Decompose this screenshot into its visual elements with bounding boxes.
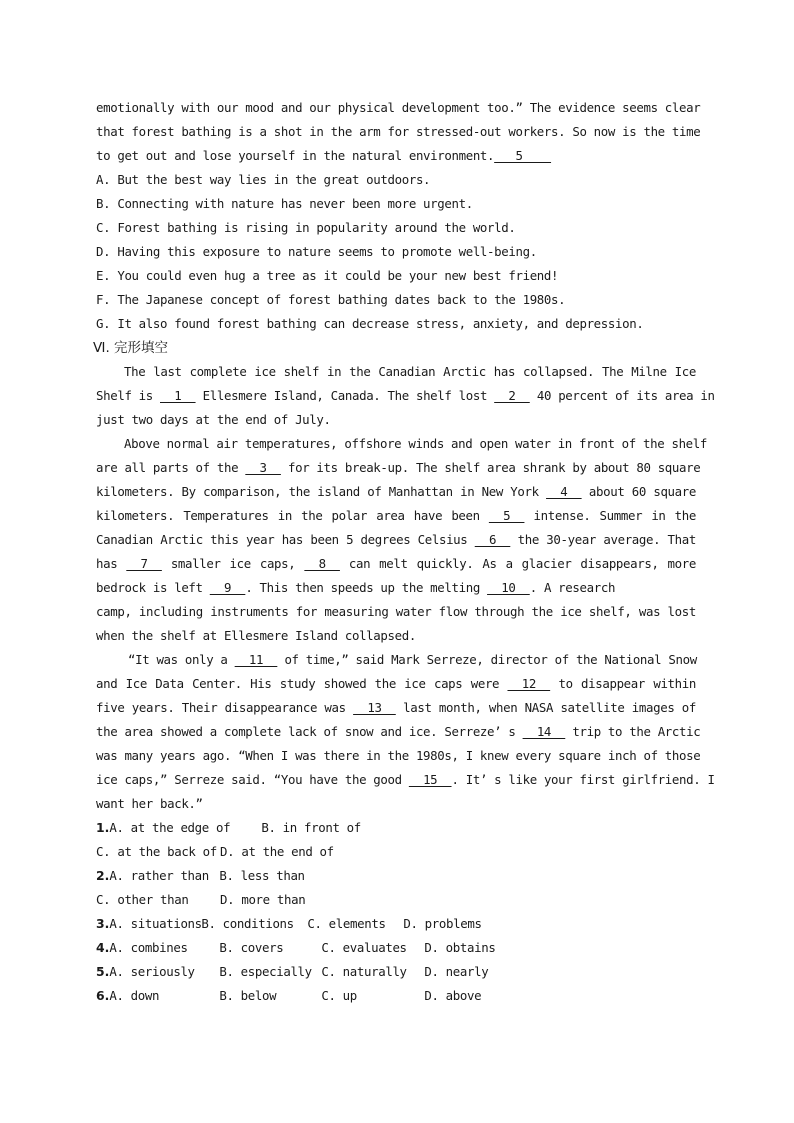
cloze-line: ice caps,” Serreze said. “You have the good 15 . It’ s like your first girlfriend. I xyxy=(96,768,696,792)
choice: D. obtains xyxy=(424,940,496,955)
cloze-line: Canadian Arctic this year has been 5 degrees Celsius 6 the 30-year average. That xyxy=(96,528,696,552)
cloze-line: Above normal air temperatures, offshore winds and open water in front of the shelf xyxy=(124,436,708,451)
choice: A. rather than xyxy=(109,868,209,883)
cloze-line: are all parts of the 3 for its break-up. The shelf area shrank by about 80 square xyxy=(96,456,696,480)
question-6: 6.A. down B. below C. up D. above xyxy=(96,984,696,1008)
question-3: 3.A. situationsB. conditions C. elements D. problems xyxy=(96,912,696,936)
answer-blank: 2 xyxy=(494,388,530,403)
cloze-line: want her back.” xyxy=(96,796,203,811)
choice: D. at the end of xyxy=(220,844,334,859)
question-5: 5.A. seriously B. especially C. naturally D. nearly xyxy=(96,960,696,984)
cloze-line: has 7 smaller ice caps, 8 can melt quickly. As a glacier disappears, more xyxy=(96,552,696,576)
choice: A. situations xyxy=(109,916,202,931)
cloze-line: kilometers. Temperatures in the polar area have been 5 intense. Summer in the xyxy=(96,504,696,528)
choice: B. in front of xyxy=(261,820,361,835)
cloze-line: was many years ago. “When I was there in the 1980s, I knew every square inch of those xyxy=(96,748,701,763)
choice: C. elements xyxy=(307,916,386,931)
choice: B. especially xyxy=(219,964,312,979)
option-g: G. It also found forest bathing can decrease stress, anxiety, and depression. xyxy=(96,316,644,331)
cloze-line: the area showed a complete lack of snow and ice. Serreze’ s 14 trip to the Arctic xyxy=(96,720,696,744)
option-a: A. But the best way lies in the great outdoors. xyxy=(96,172,431,187)
choice: C. at the back of xyxy=(96,844,217,859)
section-title: Ⅵ. 完形填空 xyxy=(93,340,169,356)
choice: D. above xyxy=(424,988,482,1003)
choice: D. more than xyxy=(220,892,306,907)
reading-line: that forest bathing is a shot in the arm for stressed-out workers. So now is the time xyxy=(96,124,701,139)
question-1-row2 xyxy=(96,840,696,864)
option-c: C. Forest bathing is rising in popularity around the world. xyxy=(96,220,516,235)
cloze-line: just two days at the end of July. xyxy=(96,412,331,427)
answer-blank: 12 xyxy=(507,676,551,691)
answer-blank: 10 xyxy=(487,580,530,595)
choice: C. up xyxy=(321,988,357,1003)
choice: B. less than xyxy=(219,868,305,883)
answer-blank: 4 xyxy=(546,484,582,499)
answer-blank: 11 xyxy=(234,652,278,667)
answer-blank: 14 xyxy=(522,724,566,739)
answer-blank: 5 xyxy=(494,148,552,163)
cloze-line: bedrock is left 9 . This then speeds up the melting 10 . A research xyxy=(96,576,696,600)
answer-blank: 15 xyxy=(408,772,452,787)
answer-blank: 8 xyxy=(304,556,340,571)
choice: D. problems xyxy=(403,916,482,931)
question-1: 1.A. at the edge of B. in front of xyxy=(96,816,696,840)
option-f: F. The Japanese concept of forest bathing dates back to the 1980s. xyxy=(96,292,566,307)
answer-blank: 3 xyxy=(245,460,281,475)
option-d: D. Having this exposure to nature seems to promote well-being. xyxy=(96,244,537,259)
option-b: B. Connecting with nature has never been more urgent. xyxy=(96,196,473,211)
cloze-line: “It was only a 11 of time,” said Mark Serreze, director of the National Snow xyxy=(96,648,696,672)
choice: A. seriously xyxy=(109,964,195,979)
choice: C. naturally xyxy=(321,964,407,979)
reading-line: to get out and lose yourself in the natural environment. 5 xyxy=(96,144,696,168)
cloze-line: and Ice Data Center. His study showed the ice caps were 12 to disappear within xyxy=(96,672,696,696)
answer-blank: 13 xyxy=(353,700,396,715)
answer-blank: 6 xyxy=(474,532,511,547)
cloze-line: The last complete ice shelf in the Canadian Arctic has collapsed. The Milne Ice xyxy=(124,364,696,379)
choice: C. evaluates xyxy=(321,940,407,955)
reading-line: emotionally with our mood and our physical development too.” The evidence seems clear xyxy=(96,100,701,115)
document-page xyxy=(93,96,715,1008)
choice: B. below xyxy=(219,988,277,1003)
answer-blank: 7 xyxy=(126,556,162,571)
question-4: 4.A. combines B. covers C. evaluates D. obtains xyxy=(96,936,696,960)
choice: A. combines xyxy=(109,940,188,955)
choice: D. nearly xyxy=(424,964,489,979)
choice: A. down xyxy=(109,988,160,1003)
answer-blank: 5 xyxy=(488,508,525,523)
answer-blank: 9 xyxy=(209,580,246,595)
answer-blank: 1 xyxy=(160,388,196,403)
choice: C. other than xyxy=(96,892,189,907)
choice: B. covers xyxy=(219,940,284,955)
cloze-line: when the shelf at Ellesmere Island collapsed. xyxy=(96,628,416,643)
cloze-line: five years. Their disappearance was 13 last month, when NASA satellite images of xyxy=(96,696,696,720)
question-2: 2.A. rather than B. less than xyxy=(96,864,696,888)
cloze-line: Shelf is 1 Ellesmere Island, Canada. The shelf lost 2 40 percent of its area in xyxy=(96,384,696,408)
choice: A. at the edge of xyxy=(109,820,231,835)
question-2-row2 xyxy=(96,888,696,912)
option-e: E. You could even hug a tree as it could be your new best friend! xyxy=(96,268,559,283)
cloze-line: kilometers. By comparison, the island of Manhattan in New York 4 about 60 square xyxy=(96,480,696,504)
choice: B. conditions xyxy=(201,916,294,931)
cloze-line: camp, including instruments for measuring water flow through the ice shelf, was lost xyxy=(96,604,696,619)
